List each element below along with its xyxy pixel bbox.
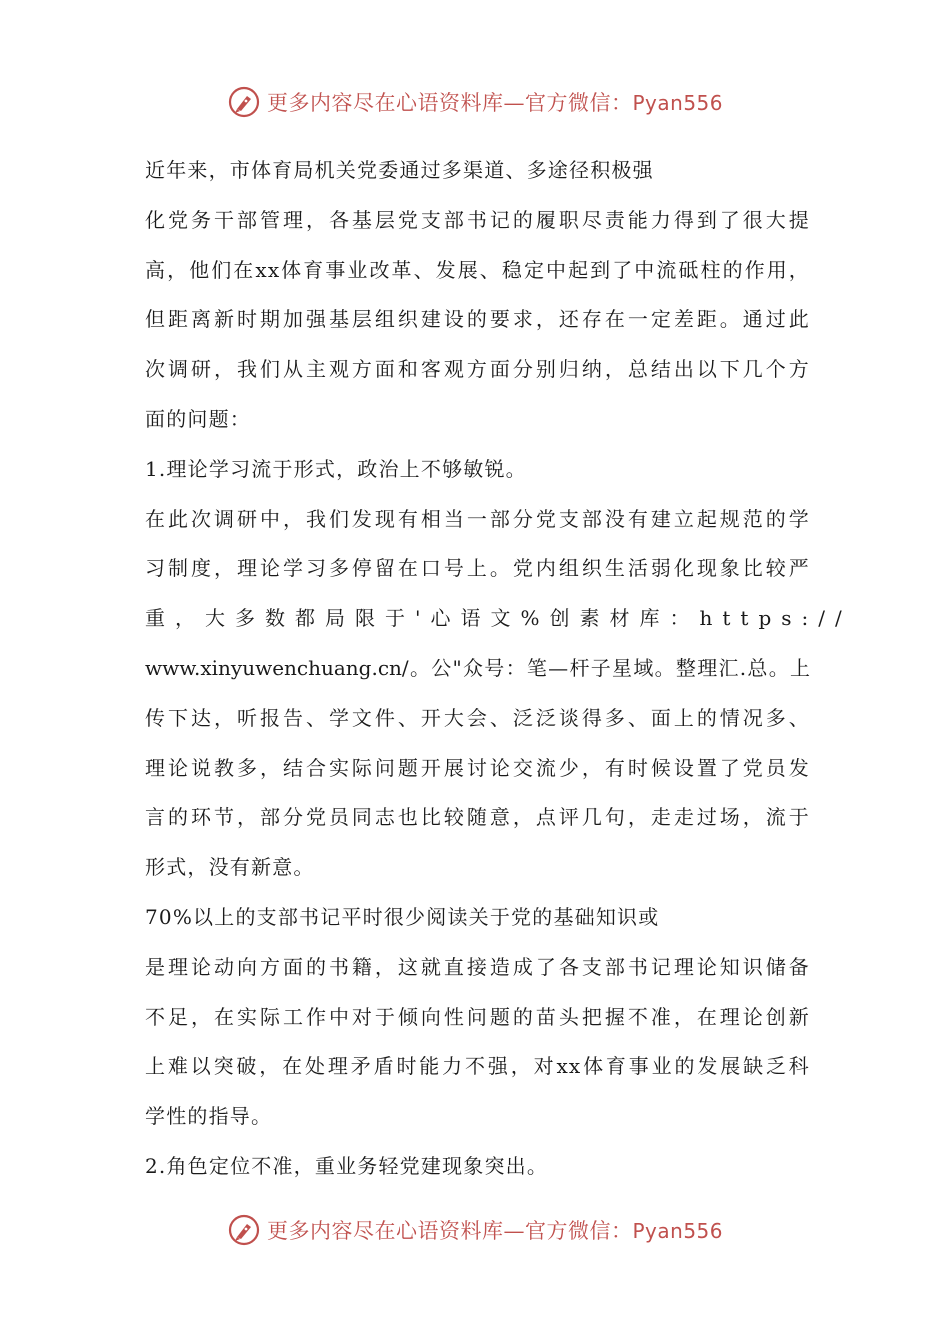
pen-nib-logo-icon <box>227 1213 261 1247</box>
text-line: 近年来，市体育局机关党委通过多渠道、多途径积极强 <box>145 158 654 182</box>
text-line: 上难以突破，在处理矛盾时能力不强，对xx体育事业的发展缺乏科 <box>145 1054 810 1079</box>
pen-nib-logo-icon <box>227 85 261 119</box>
text-line: 重，大多数都局限于'心语文%创素材库：https:// <box>145 606 852 631</box>
text-line: 是理论动向方面的书籍，这就直接造成了各支部书记理论知识储备 <box>145 954 810 979</box>
wechat-id: Pyan556 <box>632 1219 723 1243</box>
text-line: 习制度，理论学习多停留在口号上。党内组织生活弱化现象比较严 <box>145 556 810 581</box>
text-line: 传下达，听报告、学文件、开大会、泛泛谈得多、面上的情况多、 <box>145 705 810 730</box>
footer-banner <box>0 1210 950 1250</box>
document-body <box>145 150 852 1196</box>
section-heading: 1.理论学习流于形式，政治上不够敏锐。 <box>145 456 527 481</box>
text-line: 理论说教多，结合实际问题开展讨论交流少，有时候设置了党员发 <box>145 755 810 780</box>
text-line: 但距离新时期加强基层组织建设的要求，还存在一定差距。通过此 <box>145 307 810 332</box>
banner-text: 更多内容尽在心语资料库—官方微信：Pyan556 <box>266 1219 723 1243</box>
text-line: 次调研，我们从主观方面和客观方面分别归纳，总结出以下几个方 <box>145 357 810 382</box>
text-line: 70%以上的支部书记平时很少阅读关于党的基础知识或 <box>145 904 660 929</box>
text-line: 高，他们在xx体育事业改革、发展、稳定中起到了中流砥柱的作用， <box>145 257 810 282</box>
wechat-id: Pyan556 <box>632 91 723 115</box>
text-line: 形式，没有新意。 <box>145 855 315 880</box>
text-line: 面的问题： <box>145 406 251 431</box>
banner-text: 更多内容尽在心语资料库—官方微信：Pyan556 <box>266 91 723 115</box>
header-banner <box>0 82 950 122</box>
text-line: 学性的指导。 <box>145 1104 273 1129</box>
section-heading: 2.角色定位不准，重业务轻党建现象突出。 <box>145 1153 549 1178</box>
text-line: 言的环节，部分党员同志也比较随意，点评几句，走走过场，流于 <box>145 805 810 830</box>
text-line: 在此次调研中，我们发现有相当一部分党支部没有建立起规范的学 <box>145 506 810 531</box>
text-line: 不足，在实际工作中对于倾向性问题的苗头把握不准，在理论创新 <box>145 1004 810 1029</box>
text-line: 化党务干部管理，各基层党支部书记的履职尽责能力得到了很大提 <box>145 207 810 232</box>
text-line: www.xinyuwenchuang.cn/。公"众号：笔—杆子星域。整理汇.总。上 <box>145 655 810 680</box>
